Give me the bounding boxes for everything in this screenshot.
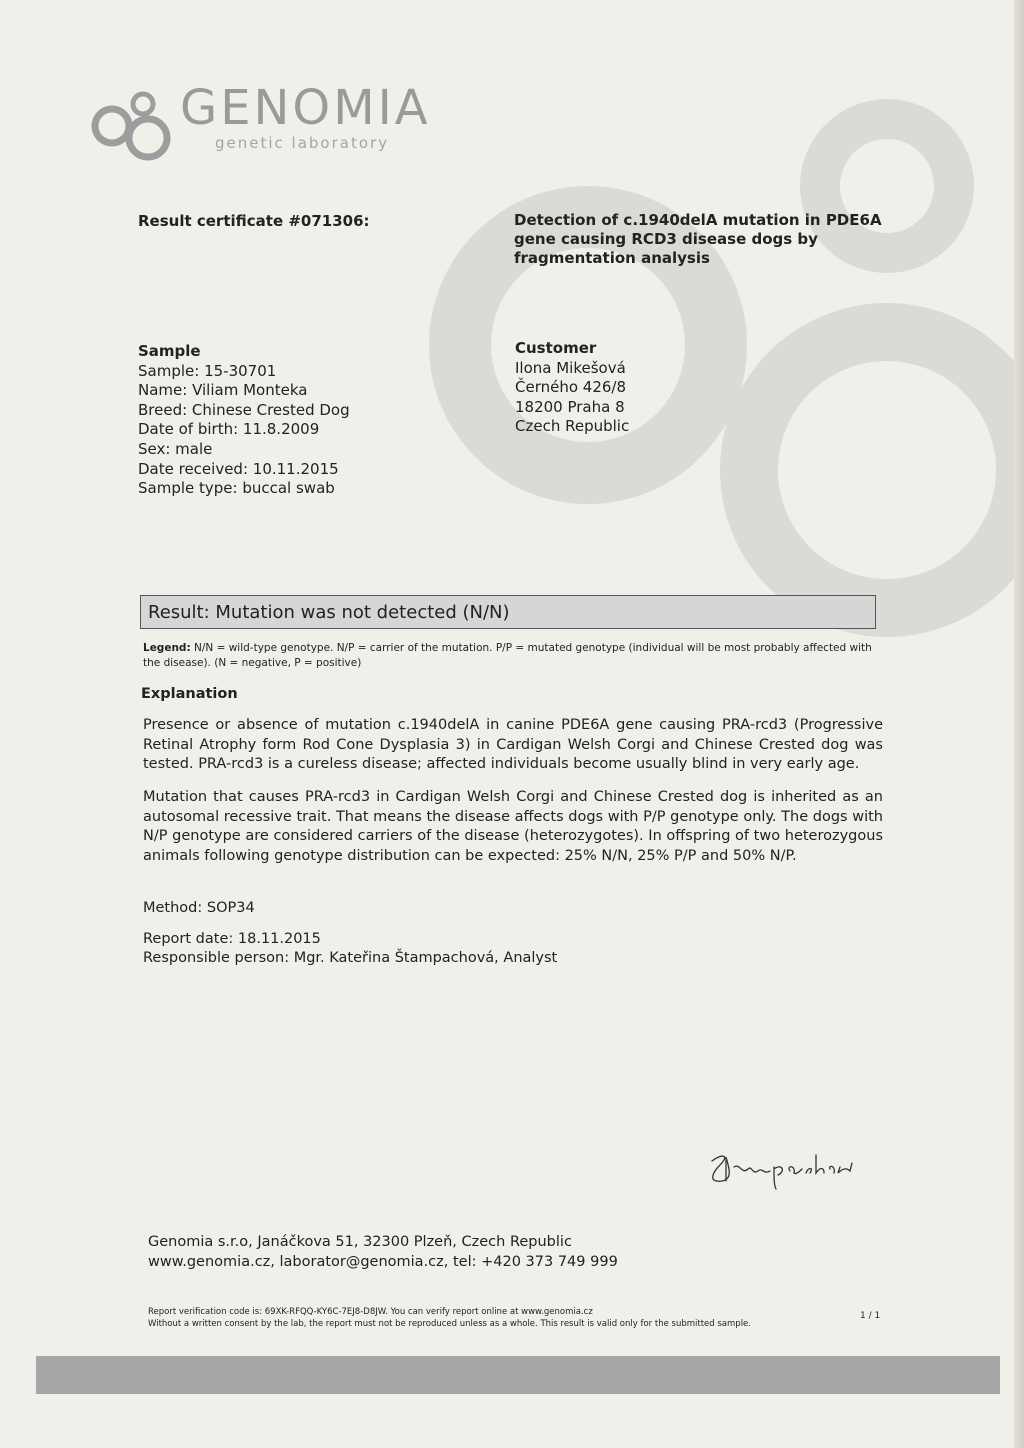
customer-heading: Customer [515,339,597,357]
certificate-title [514,211,882,268]
sample-line: Sample type: buccal swab [138,479,335,498]
customer-line: Ilona Mikešová [515,358,626,377]
company-address: Genomia s.r.o, Janáčkova 51, 32300 Plzeň, Czech Republic [148,1234,572,1250]
legend [143,641,883,671]
certificate-title-line: fragmentation analysis [514,249,710,267]
sample-heading: Sample [138,342,201,360]
footer-address-block [148,1232,618,1272]
consent-notice: Without a written consent by the lab, the report must not be reproduced unless as a whole. This result is valid only for the submitted sample. [148,1319,751,1329]
sample-line: Date of birth: 11.8.2009 [138,420,320,439]
genomia-logo [90,80,450,168]
logo-name: GENOMIA [180,80,431,136]
footer-fine-print [148,1306,751,1330]
legend-text: N/N = wild-type genotype. N/P = carrier of the mutation. P/P = mutated genotype (individual will be most probably affected with the disease). (N = negative, P = positive) [143,642,872,669]
responsible-person: Responsible person: Mgr. Kateřina Štampachová, Analyst [143,950,558,966]
sample-line: Sample: 15-30701 [138,361,277,380]
sample-line: Breed: Chinese Crested Dog [138,400,350,419]
certificate-label: Result certificate #071306: [138,212,370,230]
explanation-paragraph: Mutation that causes PRA-rcd3 in Cardigan Welsh Corgi and Chinese Crested dog is inherited as an autosomal recessive trait. That means the disease affects dogs with P/P genotype only. The dogs with N/P genotype are considered carriers of the disease (heterozygotes). In offspring of two heterozygous animals following genotype distribution can be expected: 25% N/N, 25% P/P and 50% N/P. [143,789,883,864]
customer-line: Černého 426/8 [515,378,627,397]
explanation-paragraph: Presence or absence of mutation c.1940delA in canine PDE6A gene causing PRA-rcd3 (Progressive Retinal Atrophy form Rod Cone Dysplasia 3) in Cardigan Welsh Corgi and Chinese Crested dog was tested. PRA-rcd3 is a cureless disease; affected individuals become usually blind in very early age. [143,717,883,772]
sample-line: Name: Viliam Monteka [138,381,308,400]
handwritten-signature [700,1145,870,1195]
logo-mark-icon [90,88,180,168]
certificate-title-line: gene causing RCD3 disease dogs by [514,230,818,248]
certificate-title-line: Detection of c.1940delA mutation in PDE6A [514,211,882,229]
company-contact: www.genomia.cz, laborator@genomia.cz, tel: +420 373 749 999 [148,1254,618,1270]
logo-subtitle: genetic laboratory [215,134,390,152]
scan-edge [1014,0,1024,1448]
legend-label: Legend: [143,642,191,654]
explanation-heading: Explanation [141,686,238,702]
sample-line: Date received: 10.11.2015 [138,459,339,478]
method-text: Method: SOP34 [143,900,255,916]
sample-section [138,342,350,499]
customer-line: Czech Republic [515,417,630,436]
customer-line: 18200 Praha 8 [515,397,625,416]
footer-bar [36,1356,1000,1394]
verification-code: Report verification code is: 69XK-RFQQ-KY6C-7EJ8-D8JW. You can verify report online at www.genomia.cz [148,1307,593,1317]
page-number: 1 / 1 [860,1311,881,1321]
report-info [143,930,557,968]
result-text: Result: Mutation was not detected (N/N) [148,602,510,623]
sample-line: Sex: male [138,439,213,458]
customer-section [515,339,629,437]
result-box [140,595,876,629]
report-date: Report date: 18.11.2015 [143,931,321,947]
